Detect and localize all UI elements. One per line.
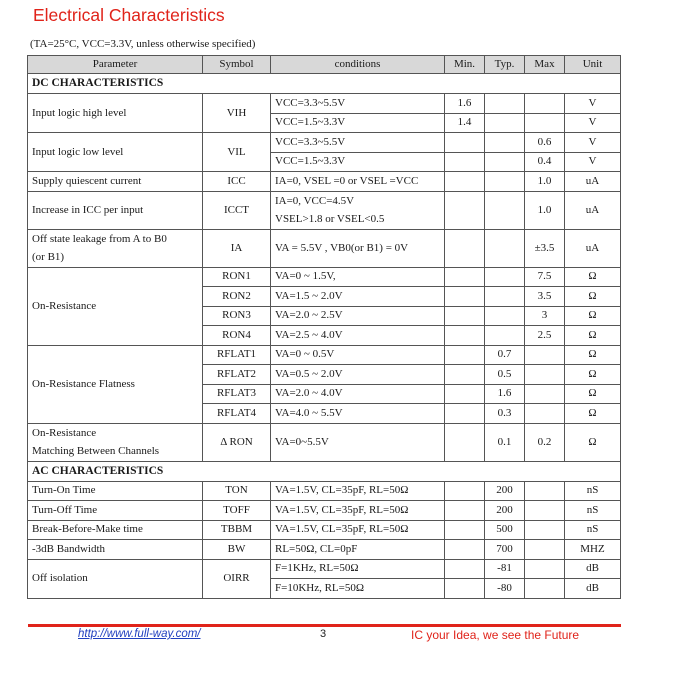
param-line: On-Resistance — [32, 426, 97, 439]
max-cell: 3 — [525, 306, 565, 326]
param-cell: Increase in ICC per input — [28, 191, 203, 229]
cond-cell — [271, 191, 445, 229]
max-cell — [525, 345, 565, 365]
min-cell — [445, 191, 485, 229]
unit-cell: Ω — [565, 365, 621, 385]
param-cell: Off isolation — [28, 559, 203, 598]
max-cell — [525, 520, 565, 540]
max-cell — [525, 540, 565, 560]
max-cell: 1.0 — [525, 191, 565, 229]
unit-cell: Ω — [565, 404, 621, 424]
unit-cell: V — [565, 133, 621, 153]
unit-cell: dB — [565, 559, 621, 579]
table-row — [28, 229, 621, 267]
min-cell: 1.4 — [445, 113, 485, 133]
electrical-characteristics-table — [27, 55, 621, 599]
table-row — [28, 559, 621, 579]
unit-cell: V — [565, 152, 621, 172]
symbol-cell: RON3 — [203, 306, 271, 326]
min-cell — [445, 423, 485, 461]
max-cell — [525, 94, 565, 114]
typ-cell — [485, 267, 525, 287]
max-cell: 7.5 — [525, 267, 565, 287]
cond-cell: F=10KHz, RL=50Ω — [271, 579, 445, 599]
max-cell: 0.4 — [525, 152, 565, 172]
unit-cell: dB — [565, 579, 621, 599]
symbol-cell: RON2 — [203, 287, 271, 307]
symbol-cell: TOFF — [203, 501, 271, 521]
typ-cell: 0.1 — [485, 423, 525, 461]
max-cell: 1.0 — [525, 172, 565, 192]
min-cell — [445, 481, 485, 501]
symbol-cell: ICCT — [203, 191, 271, 229]
typ-cell — [485, 287, 525, 307]
min-cell — [445, 267, 485, 287]
cond-cell: VA=1.5 ~ 2.0V — [271, 287, 445, 307]
cond-cell: VA=1.5V, CL=35pF, RL=50Ω — [271, 520, 445, 540]
section-row — [28, 74, 621, 94]
table-row — [28, 267, 621, 287]
max-cell — [525, 501, 565, 521]
symbol-cell: TON — [203, 481, 271, 501]
param-cell: On-Resistance Flatness — [28, 345, 203, 423]
symbol-cell: RFLAT2 — [203, 365, 271, 385]
max-cell — [525, 481, 565, 501]
typ-cell: 700 — [485, 540, 525, 560]
min-cell — [445, 306, 485, 326]
unit-cell: V — [565, 94, 621, 114]
cond-cell: VA=2.5 ~ 4.0V — [271, 326, 445, 346]
max-cell: 3.5 — [525, 287, 565, 307]
param-cell — [28, 229, 203, 267]
min-cell — [445, 501, 485, 521]
typ-cell — [485, 133, 525, 153]
footer-website-link[interactable]: http://www.full-way.com/ — [78, 628, 201, 640]
table-row — [28, 520, 621, 540]
ac-section-title: AC CHARACTERISTICS — [28, 461, 621, 481]
typ-cell — [485, 326, 525, 346]
typ-cell: 200 — [485, 481, 525, 501]
param-line: Matching Between Channels — [32, 445, 160, 457]
symbol-cell: VIH — [203, 94, 271, 133]
table-row — [28, 172, 621, 192]
cond-cell: VA=1.5V, CL=35pF, RL=50Ω — [271, 481, 445, 501]
min-cell — [445, 384, 485, 404]
min-cell — [445, 559, 485, 579]
min-cell — [445, 345, 485, 365]
cond-cell: VCC=3.3~5.5V — [271, 94, 445, 114]
table-row — [28, 481, 621, 501]
unit-cell: nS — [565, 520, 621, 540]
typ-cell: 1.6 — [485, 384, 525, 404]
typ-cell — [485, 152, 525, 172]
symbol-cell: ICC — [203, 172, 271, 192]
max-cell — [525, 579, 565, 599]
header-unit: Unit — [565, 56, 621, 74]
max-cell: 0.6 — [525, 133, 565, 153]
table-row — [28, 501, 621, 521]
table-row — [28, 191, 621, 229]
param-cell: On-Resistance — [28, 267, 203, 345]
table-row — [28, 423, 621, 461]
min-cell — [445, 520, 485, 540]
param-cell: -3dB Bandwidth — [28, 540, 203, 560]
typ-cell — [485, 113, 525, 133]
symbol-cell: RFLAT1 — [203, 345, 271, 365]
min-cell — [445, 152, 485, 172]
typ-cell — [485, 94, 525, 114]
cond-line: VSEL>1.8 or VSEL<0.5 — [275, 213, 385, 225]
cond-line: IA=0, VCC=4.5V — [275, 194, 355, 207]
unit-cell: Ω — [565, 287, 621, 307]
unit-cell: nS — [565, 481, 621, 501]
cond-cell: VA=1.5V, CL=35pF, RL=50Ω — [271, 501, 445, 521]
min-cell — [445, 540, 485, 560]
min-cell — [445, 287, 485, 307]
cond-cell: VA=0.5 ~ 2.0V — [271, 365, 445, 385]
param-cell — [28, 423, 203, 461]
min-cell — [445, 133, 485, 153]
unit-cell: Ω — [565, 423, 621, 461]
footer-slogan: IC your Idea, we see the Future — [411, 628, 580, 642]
symbol-cell: BW — [203, 540, 271, 560]
table-row — [28, 94, 621, 114]
param-line: (or B1) — [32, 251, 65, 263]
cond-cell: VA=2.0 ~ 2.5V — [271, 306, 445, 326]
cond-cell: VA=0 ~ 1.5V, — [271, 267, 445, 287]
table-row — [28, 540, 621, 560]
typ-cell: 0.5 — [485, 365, 525, 385]
min-cell — [445, 404, 485, 424]
unit-cell: uA — [565, 191, 621, 229]
min-cell — [445, 326, 485, 346]
unit-cell: nS — [565, 501, 621, 521]
cond-cell: VA=0 ~ 0.5V — [271, 345, 445, 365]
header-typ: Typ. — [485, 56, 525, 74]
symbol-cell: Δ RON — [203, 423, 271, 461]
param-cell: Break-Before-Make time — [28, 520, 203, 540]
footer-divider — [28, 624, 621, 627]
min-cell — [445, 365, 485, 385]
cond-cell: VA=4.0 ~ 5.5V — [271, 404, 445, 424]
typ-cell — [485, 172, 525, 192]
symbol-cell: OIRR — [203, 559, 271, 598]
header-symbol: Symbol — [203, 56, 271, 74]
typ-cell: 200 — [485, 501, 525, 521]
min-cell — [445, 229, 485, 267]
page-title: Electrical Characteristics — [33, 5, 225, 25]
header-conditions: conditions — [271, 56, 445, 74]
param-cell: Turn-Off Time — [28, 501, 203, 521]
table-row — [28, 345, 621, 365]
cond-cell: VA = 5.5V , VB0(or B1) = 0V — [271, 229, 445, 267]
max-cell — [525, 113, 565, 133]
typ-cell — [485, 191, 525, 229]
header-parameter: Parameter — [28, 56, 203, 74]
min-cell — [445, 579, 485, 599]
conditions-note: (TA=25°C, VCC=3.3V, unless otherwise specified) — [30, 38, 256, 50]
max-cell: 0.2 — [525, 423, 565, 461]
dc-section-title: DC CHARACTERISTICS — [28, 74, 621, 94]
unit-cell: Ω — [565, 306, 621, 326]
min-cell — [445, 172, 485, 192]
typ-cell: -81 — [485, 559, 525, 579]
unit-cell: MHZ — [565, 540, 621, 560]
max-cell — [525, 384, 565, 404]
param-line: Off state leakage from A to B0 — [32, 232, 167, 245]
cond-cell: VA=0~5.5V — [271, 423, 445, 461]
param-cell: Turn-On Time — [28, 481, 203, 501]
symbol-cell: RON1 — [203, 267, 271, 287]
page-number: 3 — [320, 628, 327, 640]
max-cell: 2.5 — [525, 326, 565, 346]
cond-cell: VCC=3.3~5.5V — [271, 133, 445, 153]
unit-cell: V — [565, 113, 621, 133]
symbol-cell: RFLAT3 — [203, 384, 271, 404]
unit-cell: Ω — [565, 345, 621, 365]
max-cell — [525, 559, 565, 579]
typ-cell — [485, 229, 525, 267]
symbol-cell: RFLAT4 — [203, 404, 271, 424]
cond-cell: RL=50Ω, CL=0pF — [271, 540, 445, 560]
symbol-cell: IA — [203, 229, 271, 267]
typ-cell: 0.7 — [485, 345, 525, 365]
typ-cell: 0.3 — [485, 404, 525, 424]
typ-cell: -80 — [485, 579, 525, 599]
symbol-cell: VIL — [203, 133, 271, 172]
max-cell: ±3.5 — [525, 229, 565, 267]
cond-cell: VCC=1.5~3.3V — [271, 113, 445, 133]
section-row — [28, 461, 621, 481]
cond-cell: VCC=1.5~3.3V — [271, 152, 445, 172]
unit-cell: Ω — [565, 267, 621, 287]
unit-cell: Ω — [565, 384, 621, 404]
unit-cell: uA — [565, 229, 621, 267]
header-min: Min. — [445, 56, 485, 74]
param-cell: Input logic low level — [28, 133, 203, 172]
param-cell: Input logic high level — [28, 94, 203, 133]
unit-cell: Ω — [565, 326, 621, 346]
symbol-cell: TBBM — [203, 520, 271, 540]
typ-cell: 500 — [485, 520, 525, 540]
cond-cell: F=1KHz, RL=50Ω — [271, 559, 445, 579]
table-header-row — [28, 56, 621, 74]
unit-cell: uA — [565, 172, 621, 192]
param-cell: Supply quiescent current — [28, 172, 203, 192]
table-row — [28, 133, 621, 153]
max-cell — [525, 404, 565, 424]
header-max: Max — [525, 56, 565, 74]
cond-cell: VA=2.0 ~ 4.0V — [271, 384, 445, 404]
max-cell — [525, 365, 565, 385]
symbol-cell: RON4 — [203, 326, 271, 346]
typ-cell — [485, 306, 525, 326]
cond-cell: IA=0, VSEL =0 or VSEL =VCC — [271, 172, 445, 192]
min-cell: 1.6 — [445, 94, 485, 114]
